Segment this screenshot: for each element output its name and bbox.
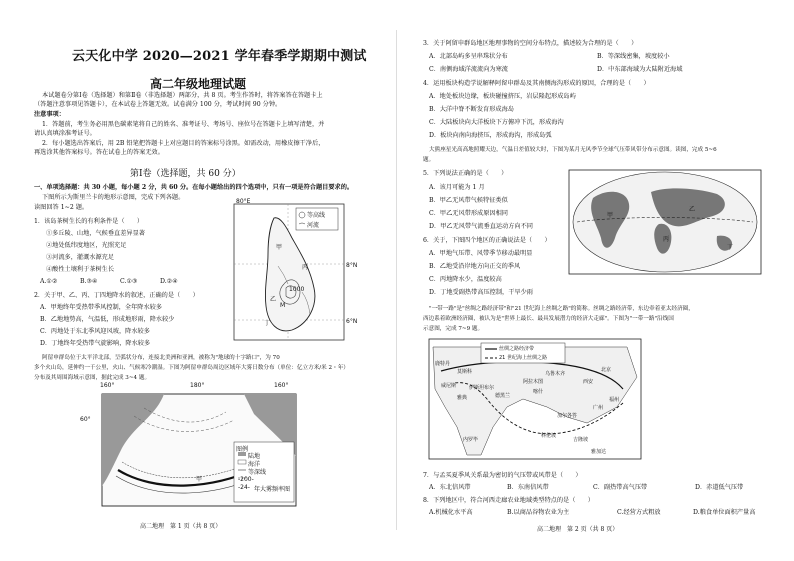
q7-option-c: C．副热带高气压带: [593, 484, 648, 491]
map2-legend-200: -200-: [238, 476, 254, 483]
q8-option-d: D.粮食单位面积产量高: [693, 509, 756, 516]
question-2: 2．关于甲、乙、丙、丁四地降水的叙述，正确的是（ ）: [34, 292, 199, 299]
q3-option-d: D．中东部海域为大陆附近海域: [597, 66, 683, 73]
map4-city-almaty: 阿拉木图: [523, 379, 544, 385]
map2-legend-24: -24-: [238, 484, 250, 491]
map2-lat-60: 60°: [80, 416, 91, 423]
map4-city-athens: 雅典: [457, 395, 468, 401]
aleutian-para-2: 多个火山岛，延伸约一千公里，火山、气候寒冷潮湿。下图为阿留申群岛周边区域年大雾日数分布（单位：亿立方米/米 2・年）: [34, 365, 349, 371]
map1-legend-river: 河流: [307, 222, 320, 229]
q2-option-d: D．丁地终年受热带气旋影响，降水较多: [40, 340, 151, 347]
world-pressure-map: [567, 168, 763, 276]
map4-city-xian: 西安: [583, 379, 594, 385]
q3-option-c: C．南侧海域洋流流向为寒流: [429, 66, 508, 73]
map4-city-kuala-lumpur: 吉隆坡: [573, 437, 589, 443]
question-7: 7．与孟买夏季风关系最为密切的气压带或风带是（ ）: [423, 472, 582, 479]
sri-lanka-map: [228, 196, 358, 346]
map1-lat-8n: 8°N: [346, 262, 358, 269]
q3-option-b: B．等深线密集，坡度较小: [597, 53, 670, 60]
map4-city-fuzhou: 福州: [609, 397, 620, 403]
q3-option-a: A．北部岛屿多呈串珠状分布: [429, 53, 508, 60]
map3-label-yi: 乙: [689, 206, 696, 213]
q1-item-2: ②地处低纬度地区，光照充足: [46, 242, 127, 249]
q1-item-4: ④酸性土壤利于茶树生长: [46, 266, 115, 273]
notice-line-3: 2．每小题选出答案后，用 2B 铅笔把答题卡上对应题目的答案标号涂黑。如需改动，用橡皮擦干净后，: [42, 140, 325, 147]
section-title: 第Ⅰ卷（选择题，共 60 分）: [130, 169, 241, 179]
map2-lon-180: 180°: [190, 382, 205, 389]
q1-item-3: ③河流多，灌溉水源充足: [46, 254, 115, 261]
map4-city-kashgar: 喀什: [533, 389, 544, 395]
q5-option-b: B．甲乙无风带气候特征类似: [429, 197, 508, 204]
map4-city-rotterdam: 鹿特丹: [435, 361, 451, 367]
map1-elevation-1000: 1000: [289, 286, 305, 293]
question-6: 6．关于，下图四个地区的正确说法是（ ）: [423, 237, 551, 244]
q4-option-c: C．大陆板块向大洋板块下方俯冲下沉，形成海沟: [429, 119, 564, 126]
q6-option-c: C．丙地降水少，温度较高: [429, 276, 502, 283]
read-map-intro: 下图所示为斯里兰卡的地形示意图，完成下列各题。: [42, 194, 185, 201]
map4-city-jakarta: 雅加达: [591, 449, 607, 455]
map3-label-bing: 丙: [663, 236, 670, 243]
part-heading: 一、单项选择题：共 30 小题，每小题 2 分，共 60 分。在每小题给出的四个选项中，只有一项是符合题目要求的。: [34, 184, 354, 191]
map1-label-yi: 乙: [270, 296, 277, 303]
q4-option-a: A．地处板块边缘，板块碰撞挤压，岩层隆起形成岛屿: [429, 93, 576, 100]
map3-label-jia: 甲: [607, 212, 614, 219]
map4-city-moscow: 莫斯科: [457, 369, 473, 375]
q2-option-c: C．丙地处于东北季风迎风坡，降水较多: [40, 328, 150, 335]
q2-option-a: A．甲地终年受热带季风控制，全年降水较多: [40, 304, 163, 311]
q5-option-a: A．该月可能为 1 月: [429, 184, 485, 191]
q8-option-c: C.经营方式粗放: [617, 509, 661, 516]
map2-lon-160e: 160°: [274, 382, 289, 389]
q1-option-d: D.②④: [160, 278, 178, 285]
map4-city-istanbul: 伊斯坦布尔: [469, 385, 495, 391]
q1-option-b: B.③④: [80, 278, 98, 285]
notice-line-4: 再选涂其他答案标号。答在试卷上的答案无效。: [34, 149, 164, 156]
map1-label-bing: 丙: [302, 264, 309, 271]
q1-item-1: ①多丘陵、山地，气候垂直差异显著: [46, 230, 145, 237]
exam-title: 云天化中学 2020—2021 学年春季学期期中测试: [72, 49, 367, 64]
map3-label-ding: 丁: [727, 244, 734, 251]
page-2: [397, 0, 794, 561]
map2-label-jia: 甲: [196, 476, 203, 483]
map1-label-m: M: [280, 302, 286, 309]
notice-line-2: 请认真填涂准考证号。: [34, 130, 96, 137]
q1-option-c: C.①③: [120, 278, 138, 285]
q7-option-d: D．赤道低气压带: [695, 484, 744, 491]
map1-legend-contour: 等高线: [307, 212, 326, 219]
notice-heading: 注意事项：: [34, 111, 65, 118]
map4-legend-belt: 丝绸之路经济带: [499, 346, 535, 352]
map4-city-urumqi: 乌鲁木齐: [545, 371, 566, 377]
map1-label-ding: 丁: [264, 320, 271, 327]
q1-option-a: A.①②: [40, 278, 58, 285]
map4-legend-road: 21 世纪海上丝绸之路: [499, 355, 547, 361]
question-3: 3．关于阿留申群岛地区地理事物的空间分布特点，描述较为合理的是（ ）: [423, 40, 638, 47]
q6-option-b: B．乙地受沿岸地方向正交的季风: [429, 263, 521, 270]
q7-option-a: A．东北信风带: [429, 484, 471, 491]
belt-road-para-2: 西边系着欧洲经济圈，被认为是"世界上最长、最具发展潜力的经济大走廊"。下图为"一带一路"沿线国: [423, 316, 674, 322]
question-5: 5．下列说法正确的是（ ）: [423, 170, 508, 177]
notice-line-1: 1．答题前，考生务必用黑色碳素笔将自己的姓名、准考证号、考场号、座位号在答题卡上填写清楚，并: [42, 121, 325, 128]
map4-city-beijing: 北京: [601, 367, 612, 373]
q7-option-b: B．东南信风带: [507, 484, 549, 491]
map2-legend-sea: 海洋: [248, 461, 261, 468]
question-8: 8．下列地区中，符合河西走廊农业地域类型特点的是（ ）: [423, 497, 594, 504]
q6-option-d: D．丁地受副热带高压控制，干旱少雨: [429, 289, 533, 296]
q4-option-b: B．大洋中脊不断发育形成海岛: [429, 106, 514, 113]
aleutian-para-1: 阿留申群岛位于太平洋北部，呈弧状分布，连接北美洲和亚洲，被称为"地球的十字路口"，为 70: [42, 355, 280, 361]
q5-option-d: D．甲乙无风带气流垂直运动方向不同: [429, 223, 533, 230]
map2-legend-fog: 年大雾频率图: [254, 486, 291, 493]
map2-legend-title: 图例: [236, 446, 249, 453]
map4-city-nairobi: 内罗毕: [463, 437, 479, 443]
page-1-footer: 高二地理 第 1 页（共 8 页）: [140, 523, 222, 530]
q8-option-b: B.以商品谷物农业为主: [507, 509, 570, 516]
map2-lon-160w: 160°: [100, 382, 115, 389]
q8-option-a: A.机械化水平高: [429, 509, 473, 516]
belt-road-para-1: "一带一路"是"丝绸之路经济带"和"21 世纪海上丝绸之路"的简称。丝绸之路经济带，东边牵着亚太经济圈，: [429, 306, 694, 312]
map4-city-tehran: 德黑兰: [495, 393, 511, 399]
map1-longitude-label: 80°E: [236, 198, 251, 205]
map1-lat-6n: 6°N: [346, 318, 358, 325]
pressure-para-1: 大熊座星光高高地照耀天边，气温日差值较大时，下图为某月无风季节全球气压带风带分布示意图。读图，完成 5~6: [429, 147, 717, 153]
pressure-para-2: 题。: [423, 157, 435, 163]
question-4: 4．运用板块构造学说解释阿留申群岛及其南侧海沟形成的原因，合理的是（ ）: [423, 80, 650, 87]
belt-road-para-3: 示意图，完成 7~9 题。: [423, 326, 484, 332]
intro-line-2: （答题注意事项见答题卡），在本试卷上答题无效。试卷满分 100 分，考试时间 90 分钟。: [34, 101, 282, 108]
read-question-range: 读图回答 1~2 题。: [34, 204, 89, 211]
map4-city-venice: 威尼斯: [441, 383, 457, 389]
q5-option-c: C．甲乙无风带形成原因相同: [429, 210, 508, 217]
map4-city-guangzhou: 广州: [593, 405, 604, 411]
map1-label-jia: 甲: [276, 244, 283, 251]
q4-option-d: D．板块向南向海挤压，形成海沟，形成岛弧: [429, 132, 552, 139]
map2-legend-isobath: 等深线: [248, 469, 267, 476]
question-1: 1．该岛茶树生长的有利条件是（ ）: [34, 218, 144, 225]
map4-city-colombo: 科伦坡: [541, 433, 557, 439]
aleutian-para-3: 分布及其周围海域示意图，据此完成 3~4 题。: [34, 375, 151, 381]
q2-option-b: B．乙地地势高，气温低，形成地形雨，降水较少: [40, 316, 175, 323]
intro-line-1: 本试题卷分第Ⅰ卷（选择题）和第Ⅱ卷（非选择题）两部分，共 8 页。考生作答时，将答案答在答题卡上: [42, 92, 323, 99]
exam-subtitle: 高二年级地理试题: [150, 77, 247, 91]
page-2-footer: 高二地理 第 2 页（共 8 页）: [537, 526, 619, 533]
map2-legend-land: 陆地: [248, 453, 261, 460]
map4-city-kolkata: 加尔各答: [557, 413, 578, 419]
q6-option-a: A．甲地气压带、风带季节移动最明显: [429, 250, 533, 257]
